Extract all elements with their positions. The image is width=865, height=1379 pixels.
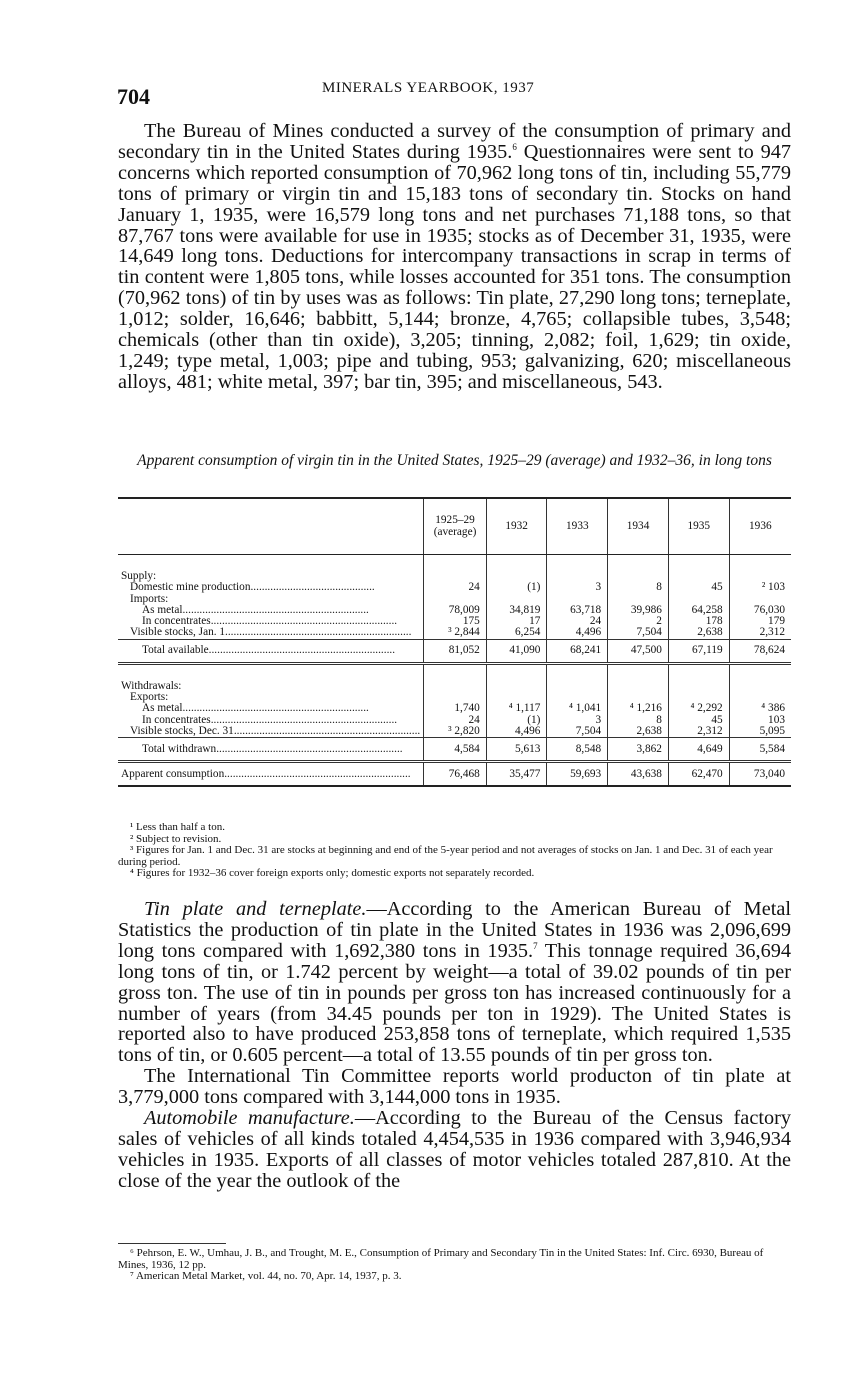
auto-paragraph: [118, 1108, 791, 1192]
table-cell: 59,693: [547, 762, 608, 787]
table-footnote: ⁴ Figures for 1932–36 cover foreign exports only; domestic exports not separately recorded.: [130, 867, 535, 880]
table-row: [118, 582, 791, 593]
header-blank-cell: [118, 498, 424, 555]
table-row: [118, 605, 791, 616]
table-cell: (1): [486, 715, 547, 726]
table-cell: ⁴ 1,216: [608, 703, 669, 714]
table-cell: 7,504: [547, 726, 608, 738]
table-cell: 68,241: [547, 639, 608, 663]
row-label: In concentrates..................................................................: [142, 714, 398, 726]
auto-text: —According to the Bureau of the Census factory sales of vehicles of all kinds totaled 4,454,535 in 1936 compared with 3,946,934 vehicles in 1935. Exports of all classes of motor vehicles totaled 287,810. At the close of the year the outlook of the: [118, 1107, 791, 1192]
table-cell: 2,312: [668, 726, 729, 738]
table-cell: 45: [668, 582, 729, 593]
table-cell: 6,254: [486, 627, 547, 639]
table-cell: 73,040: [729, 762, 791, 787]
table-cell: 64,258: [668, 605, 729, 616]
table-cell: 24: [424, 582, 487, 593]
lower-text-block: [118, 899, 791, 1192]
page-footnote: ⁶ Pehrson, E. W., Umhau, J. B., and Trought, M. E., Consumption of Primary and Secondary Tin in the United States: Inf. Circ. 6930, Bureau of Mines, 1936, 12 pp.: [118, 1247, 764, 1271]
table-cell: ² 103: [729, 582, 791, 593]
row-label: In concentrates..................................................................: [142, 616, 398, 628]
tin-plate-paragraph: [118, 899, 791, 1066]
intro-text-part1: The Bureau of Mines conducted a survey of the consumption of primary and secondary tin in the United States during 1935.: [118, 120, 791, 163]
col-header: 1936: [729, 498, 791, 555]
table-row-total-available: [118, 639, 791, 663]
table-cell: 5,613: [486, 738, 547, 762]
row-label: Domestic mine production............................................: [130, 582, 375, 594]
itc-paragraph: The International Tin Committee reports world producton of tin plate at 3,779,000 tons compared with 3,144,000 tons in 1935.: [118, 1065, 791, 1109]
col-header: 1935: [668, 498, 729, 555]
table-cell: 2: [608, 616, 669, 627]
row-label: Exports:: [130, 692, 169, 704]
table-cell: 103: [729, 715, 791, 726]
table-header-row: [118, 498, 791, 555]
table-cell: ⁴ 1,117: [486, 703, 547, 714]
col-header: 1934: [608, 498, 669, 555]
table-cell: 3,862: [608, 738, 669, 762]
table-cell: 76,030: [729, 605, 791, 616]
col-header: 1925–29 (average): [424, 498, 487, 555]
intro-text-part2: Questionnaires were sent to 947 concerns which reported consumption of 70,962 long tons of tin, including 55,779 tons of primary or virgin tin and 15,183 tons of secondary tin. Stocks on hand January 1, 1935, were 16,579 long tons and net purchases 71,188 tons, so that 87,767 tons were available for use in 1935; stocks as of December 31, 1935, were 14,649 long tons. Deductions for intercompany transactions in scrap in terms of tin content were 1,805 tons, while losses accounted for 351 tons. The consumption (70,962 tons) of tin by uses was as follows: Tin plate, 27,290 long tons; terneplate, 1,012; solder, 16,646; babbitt, 5,144; bronze, 4,765; collapsible tubes, 3,548; chemicals (other than tin oxide), 3,205; tinning, 2,082; foil, 1,629; tin oxide, 1,249; type metal, 1,003; pipe and tubing, 953; galvanizing, 620; miscellaneous alloys, 481; white metal, 397; bar tin, 395; and miscellaneous, 543.: [118, 140, 792, 393]
footnote-divider: [118, 1243, 226, 1244]
table-cell: 2,638: [608, 726, 669, 738]
table-cell: 43,638: [608, 762, 669, 787]
table-cell: ⁴ 2,292: [668, 703, 729, 714]
table-cell: 2,638: [668, 627, 729, 639]
table-cell: 5,584: [729, 738, 791, 762]
intro-paragraph: [118, 121, 791, 393]
table-cell: 78,009: [424, 605, 487, 616]
row-label: Visible stocks, Dec. 31..................................................................: [130, 725, 421, 737]
table-row: [118, 726, 791, 738]
table-cell: 4,649: [668, 738, 729, 762]
row-label: Imports:: [130, 593, 169, 605]
tin-plate-heading: Tin plate and terneplate.: [144, 898, 367, 920]
table-footnote: ² Subject to revision.: [130, 832, 222, 845]
table-cell: 35,477: [486, 762, 547, 787]
table-cell: 4,584: [424, 738, 487, 762]
table-footnotes: [118, 822, 791, 880]
table-cell: 41,090: [486, 639, 547, 663]
table-cell: ⁴ 1,041: [547, 703, 608, 714]
table-caption: Apparent consumption of virgin tin in the United States, 1925–29 (average) and 1932–36, in long tons: [137, 452, 772, 469]
table-cell: 4,496: [547, 627, 608, 639]
table-cell: ⁴ 386: [729, 703, 791, 714]
footnote-ref-6: 6: [512, 142, 517, 153]
row-label: Apparent consumption..................................................................: [118, 762, 424, 787]
footnote-ref-7: 7: [533, 941, 538, 952]
table-cell: 67,119: [668, 639, 729, 663]
table-cell: 78,624: [729, 639, 791, 663]
table-row-apparent-consumption: [118, 762, 791, 787]
table-row: [118, 627, 791, 639]
table-cell: (1): [486, 582, 547, 593]
running-title: MINERALS YEARBOOK, 1937: [322, 80, 535, 96]
tin-plate-text-part1: —According to the American Bureau of Metal Statistics the production of tin plate in the United States in 1936 was 2,096,699 long tons compared with 1,692,380 tons in 1935.: [118, 898, 791, 962]
page-number: 704: [117, 84, 150, 109]
table-cell: 178: [668, 616, 729, 627]
table-cell: 4,496: [486, 726, 547, 738]
table-cell: 24: [547, 616, 608, 627]
table-cell: 5,095: [729, 726, 791, 738]
row-label: Withdrawals:: [121, 680, 182, 692]
table-cell: 3: [547, 582, 608, 593]
table-cell: 175: [424, 616, 487, 627]
table-footnote: ³ Figures for Jan. 1 and Dec. 31 are stocks at beginning and end of the 5-year period and not averages of stocks on Jan. 1 and Dec. 31 of each year during period.: [118, 844, 773, 868]
col-header: 1932: [486, 498, 547, 555]
table-row: [118, 681, 791, 692]
table-cell: 24: [424, 715, 487, 726]
table-cell: 3: [547, 715, 608, 726]
row-label: As metal..................................................................: [142, 604, 369, 616]
row-label: Supply:: [121, 571, 157, 582]
row-label: As metal..................................................................: [142, 703, 369, 715]
table-cell: 81,052: [424, 639, 487, 663]
table-cell: ³ 2,844: [424, 627, 487, 639]
table-cell: 62,470: [668, 762, 729, 787]
col-header: 1933: [547, 498, 608, 555]
row-label: Total available..................................................................: [118, 639, 424, 663]
table-cell: 17: [486, 616, 547, 627]
page-footnote: ⁷ American Metal Market, vol. 44, no. 70, Apr. 14, 1937, p. 3.: [130, 1270, 402, 1283]
table-row-total-withdrawn: [118, 738, 791, 762]
table-cell: ³ 2,820: [424, 726, 487, 738]
tin-plate-text-part2: This tonnage required 36,694 long tons of tin, or 1.742 percent by weight—a total of 39.02 pounds of tin per gross ton. The use of tin in pounds per gross ton has increased continuously for a number of years (from 34.45 pounds per ton in 1929). The United States is reported also to have produced 253,858 tons of terneplate, which required 1,535 tons of tin, or 0.605 percent—a total of 13.55 pounds of tin per gross ton.: [118, 939, 792, 1067]
table-cell: 7,504: [608, 627, 669, 639]
table-cell: 8,548: [547, 738, 608, 762]
table-cell: 179: [729, 616, 791, 627]
row-label: Visible stocks, Jan. 1..................................................................: [130, 627, 412, 639]
table-cell: 8: [608, 582, 669, 593]
table-cell: 1,740: [424, 703, 487, 714]
table-row: [118, 571, 791, 582]
tin-consumption-table: [118, 497, 791, 787]
row-label: Total withdrawn..................................................................: [118, 738, 424, 762]
table-cell: 8: [608, 715, 669, 726]
auto-heading: Automobile manufacture.: [144, 1107, 355, 1130]
page-footnotes: [118, 1248, 791, 1283]
table-cell: 39,986: [608, 605, 669, 616]
table-row: [118, 703, 791, 714]
table-cell: 47,500: [608, 639, 669, 663]
table-cell: 76,468: [424, 762, 487, 787]
table-footnote: ¹ Less than half a ton.: [130, 821, 225, 833]
table-cell: 63,718: [547, 605, 608, 616]
table-cell: 2,312: [729, 627, 791, 639]
table-cell: 45: [668, 715, 729, 726]
table-cell: 34,819: [486, 605, 547, 616]
